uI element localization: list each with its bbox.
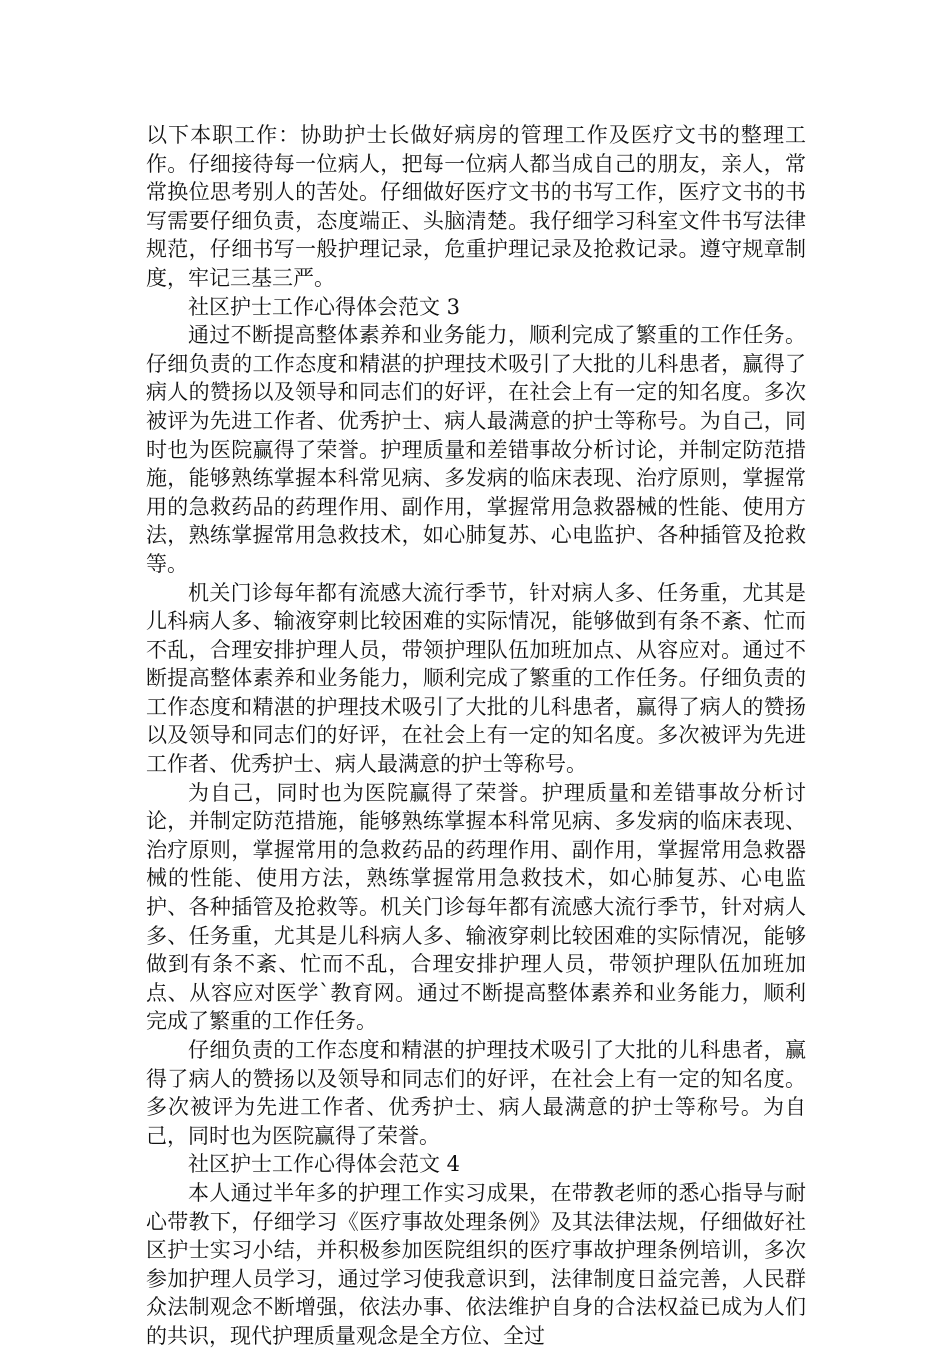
section-heading-4: 社区护士工作心得体会范文 4 — [188, 1152, 461, 1177]
paragraph-5: 仔细负责的工作态度和精湛的护理技术吸引了大批的儿科患者，赢得了病人的赞扬以及领导和同志们的好评，在社会上有一定的知名度。多次被评为先进工作者、优秀护士、病人最满意的护士等称号。为自己，同时也为医院赢得了荣誉。 — [146, 1038, 806, 1148]
paragraph-6: 本人通过半年多的护理工作实习成果，在带教老师的悉心指导与耐心带教下，仔细学习《医疗事故处理条例》及其法律法规，仔细做好社区护士实习小结，并积极参加医院组织的医疗事故护理条例培训，多次参加护理人员学习，通过学习使我意识到，法律制度日益完善，人民群众法制观念不断增强，依法办事、依法维护自身的合法权益已成为人们的共识，现代护理质量观念是全方位、全过 — [146, 1180, 806, 1348]
section-heading-3: 社区护士工作心得体会范文 3 — [188, 294, 461, 319]
paragraph-2: 通过不断提高整体素养和业务能力，顺利完成了繁重的工作任务。仔细负责的工作态度和精湛的护理技术吸引了大批的儿科患者，赢得了病人的赞扬以及领导和同志们的好评，在社会上有一定的知名度。多次被评为先进工作者、优秀护士、病人最满意的护士等称号。为自己，同时也为医院赢得了荣誉。护理质量和差错事故分析讨论，并制定防范措施，能够熟练掌握本科常见病、多发病的临床表现、治疗原则，掌握常用的急救药品的药理作用、副作用，掌握常用急救器械的性能、使用方法，熟练掌握常用急救技术，如心肺复苏、心电监护、各种插管及抢救等。 — [146, 323, 806, 576]
paragraph-4: 为自己，同时也为医院赢得了荣誉。护理质量和差错事故分析讨论，并制定防范措施，能够熟练掌握本科常见病、多发病的临床表现、治疗原则，掌握常用的急救药品的药理作用、副作用，掌握常用急救器械的性能、使用方法，熟练掌握常用急救技术，如心肺复苏、心电监护、各种插管及抢救等。机关门诊每年都有流感大流行季节，针对病人多、任务重，尤其是儿科病人多、输液穿刺比较困难的实际情况，能够做到有条不紊、忙而不乱，合理安排护理人员，带领护理队伍加班加点、从容应对医学`教育网。通过不断提高整体素养和业务能力，顺利完成了繁重的工作任务。 — [146, 780, 806, 1034]
document-page — [146, 121, 806, 1351]
paragraph-3: 机关门诊每年都有流感大流行季节，针对病人多、任务重，尤其是儿科病人多、输液穿刺比较困难的实际情况，能够做到有条不紊、忙而不乱，合理安排护理人员，带领护理队伍加班加点、从容应对。通过不断提高整体素养和业务能力，顺利完成了繁重的工作任务。仔细负责的工作态度和精湛的护理技术吸引了大批的儿科患者，赢得了病人的赞扬以及领导和同志们的好评，在社会上有一定的知名度。多次被评为先进工作者、优秀护士、病人最满意的护士等称号。 — [146, 580, 806, 777]
paragraph-1: 以下本职工作：协助护士长做好病房的管理工作及医疗文书的整理工作。仔细接待每一位病人，把每一位病人都当成自己的朋友，亲人，常常换位思考别人的苦处。仔细做好医疗文书的书写工作，医疗文书的书写需要仔细负责，态度端正、头脑清楚。我仔细学习科室文件书写法律规范，仔细书写一般护理记录，危重护理记录及抢救记录。遵守规章制度，牢记三基三严。 — [146, 123, 806, 290]
